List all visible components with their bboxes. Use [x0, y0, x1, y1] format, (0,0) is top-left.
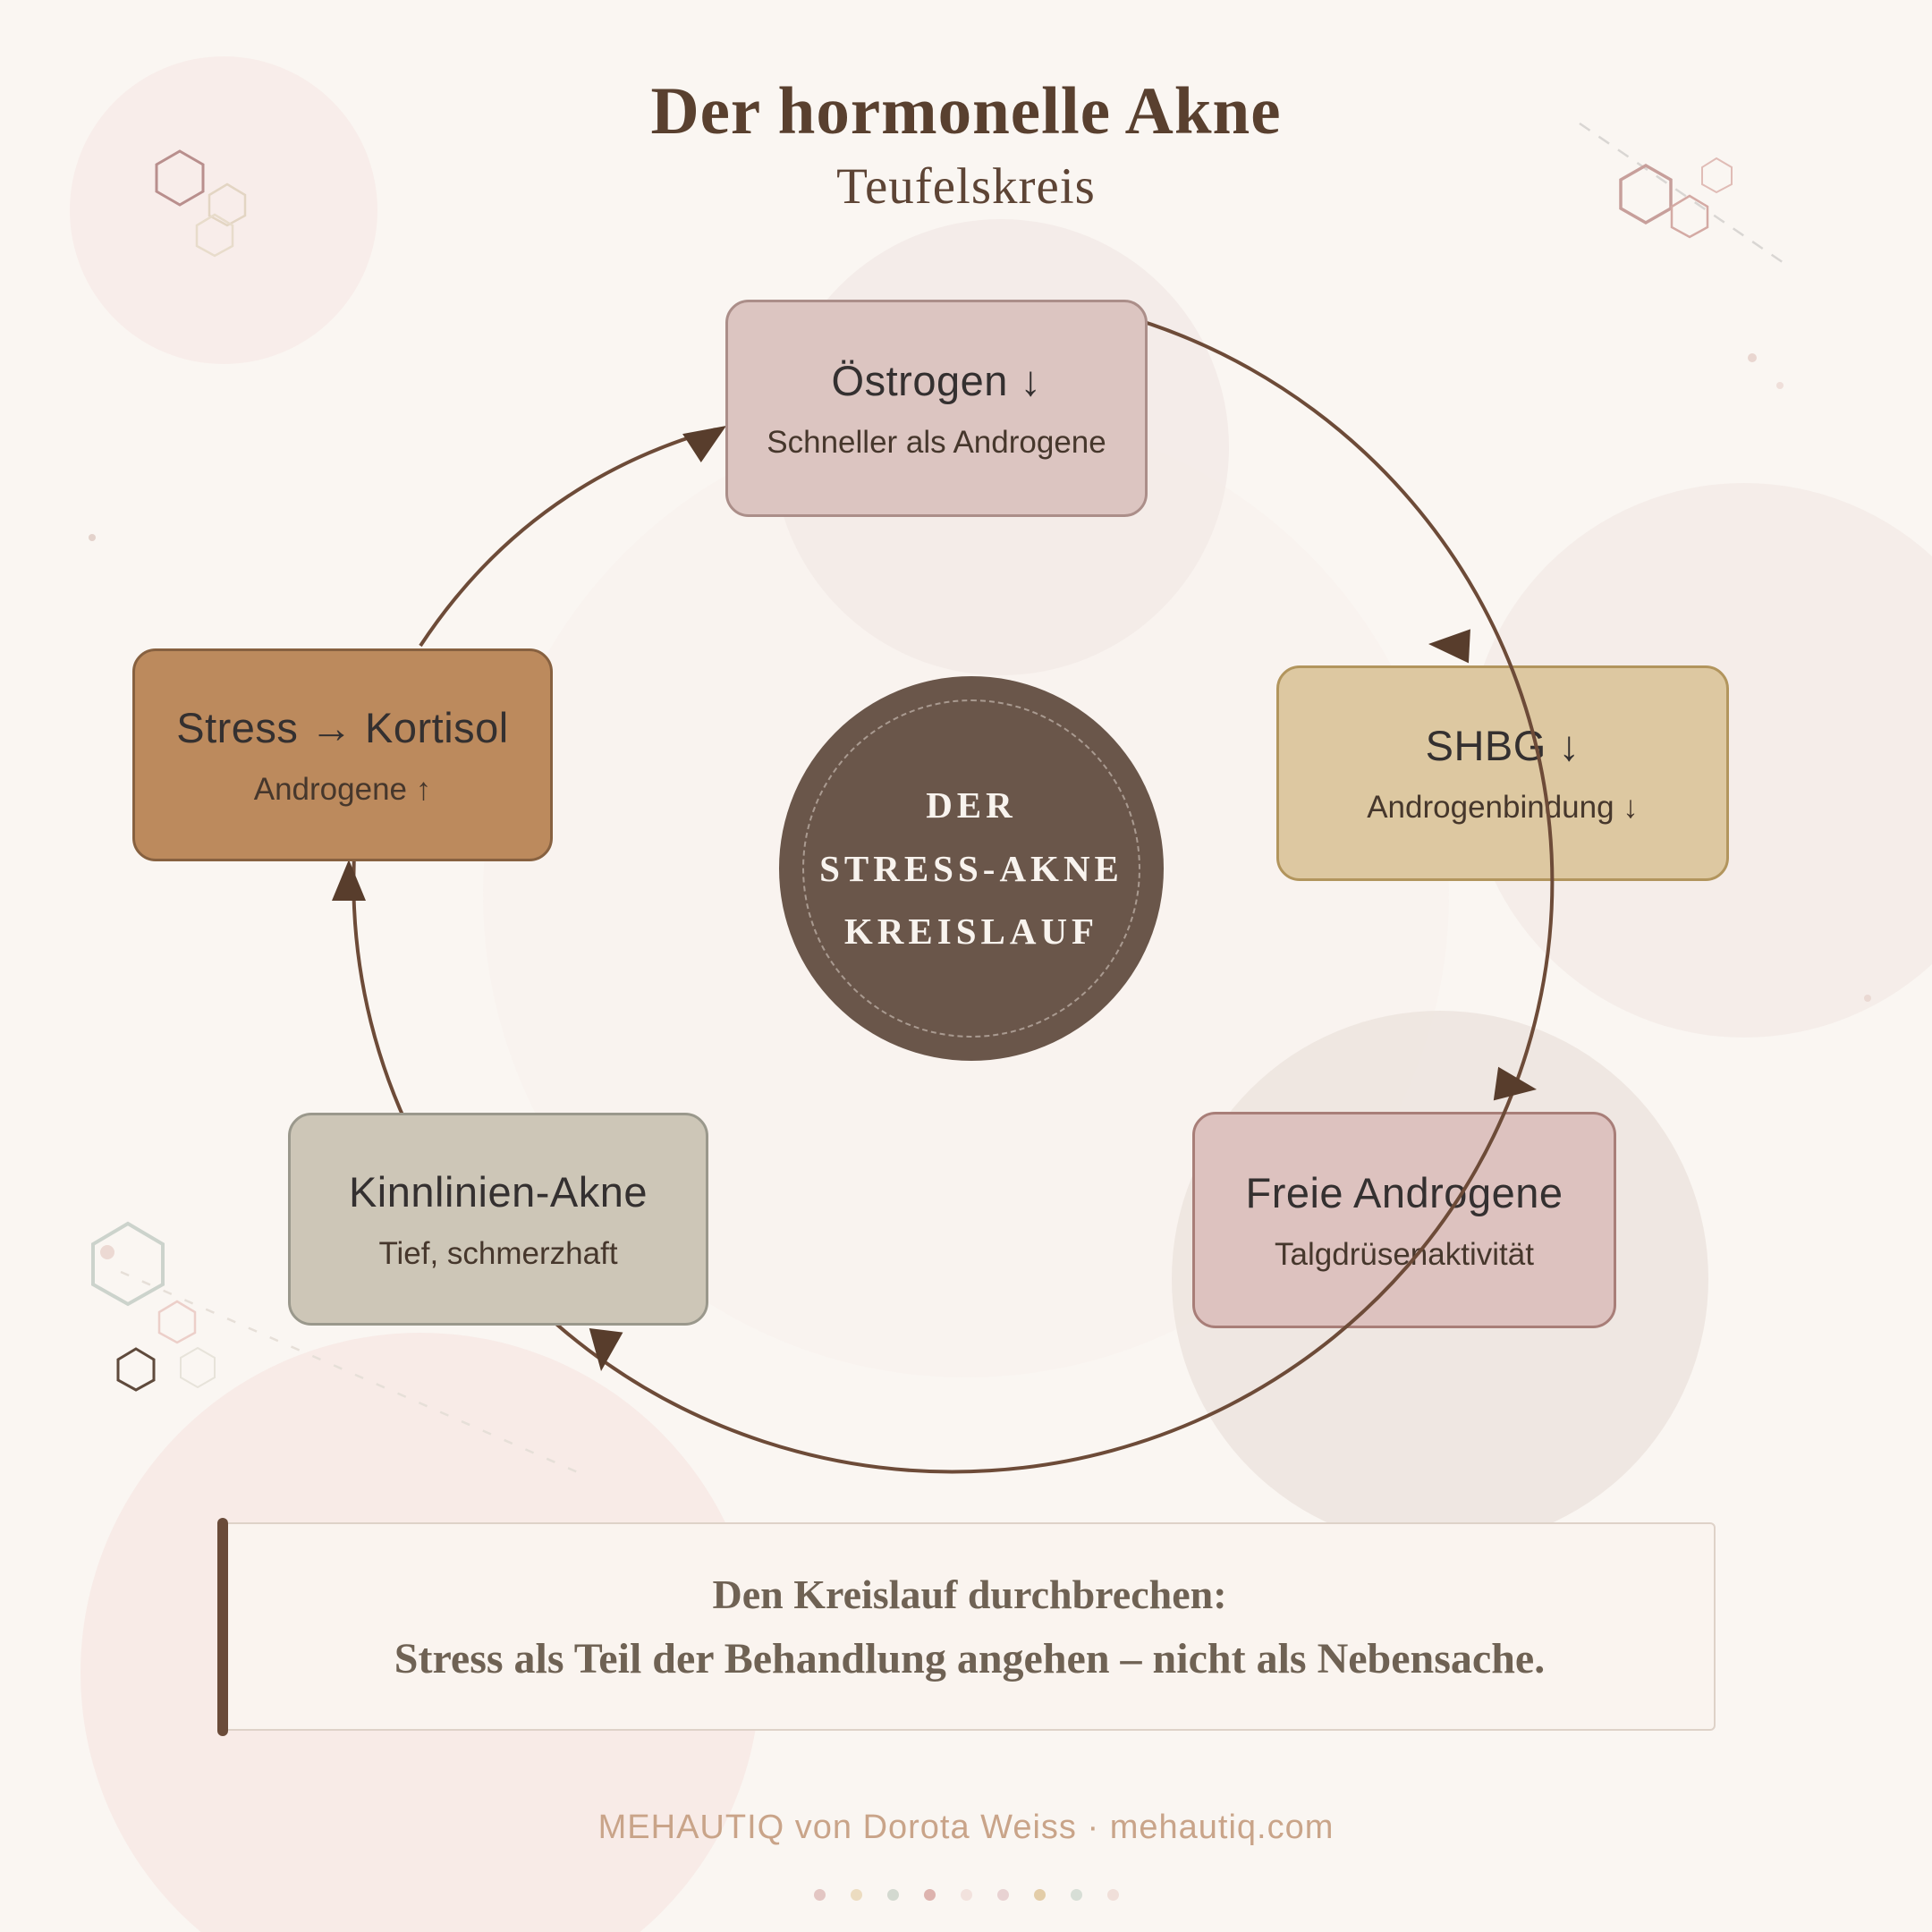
node-kinnlinien-akne — [288, 1113, 708, 1326]
dot — [887, 1889, 899, 1901]
center-line: DER — [926, 784, 1017, 826]
cycle-arc — [420, 429, 716, 646]
node-stress-kortisol — [132, 648, 553, 861]
dot — [997, 1889, 1009, 1901]
dot — [1107, 1889, 1119, 1901]
node-subtitle: Androgene ↑ — [253, 771, 432, 807]
page-subtitle: Teufelskreis — [836, 158, 1096, 216]
arrowhead-icon — [1494, 1067, 1539, 1106]
dot — [851, 1889, 862, 1901]
dot — [924, 1889, 936, 1901]
dot — [961, 1889, 972, 1901]
arrowhead-icon — [1428, 627, 1470, 663]
dot — [1071, 1889, 1082, 1901]
callout-line: Stress als Teil der Behandlung angehen – nicht als Nebensache. — [394, 1634, 1546, 1682]
node-subtitle: Schneller als Androgene — [767, 425, 1106, 460]
dot — [1034, 1889, 1046, 1901]
node-title: Stress → Kortisol — [176, 703, 509, 751]
node-title: Östrogen ↓ — [831, 357, 1042, 404]
callout-line: Den Kreislauf durchbrechen: — [712, 1571, 1227, 1617]
callout-box — [224, 1522, 1716, 1731]
center-line: STRESS-AKNE — [819, 847, 1123, 889]
page-title: Der hormonelle Akne — [650, 74, 1282, 148]
callout-accent-bar — [217, 1518, 228, 1736]
node-subtitle: Talgdrüsenaktivität — [1275, 1236, 1534, 1272]
footer-dots — [0, 1889, 1932, 1901]
node-title: Kinnlinien-Akne — [348, 1167, 648, 1216]
center-line: KREISLAUF — [843, 911, 1099, 953]
center-circle — [779, 676, 1164, 1061]
dot — [814, 1889, 826, 1901]
node-subtitle: Tief, schmerzhaft — [378, 1235, 618, 1271]
arrowhead-icon — [332, 860, 366, 901]
page-title-block — [0, 73, 1932, 216]
node-title: Freie Androgene — [1245, 1168, 1563, 1216]
node-subtitle: Androgenbindung ↓ — [1367, 790, 1639, 825]
node-oestrogen — [725, 300, 1148, 517]
node-title: SHBG ↓ — [1425, 722, 1580, 769]
footer-credit: MEHAUTIQ von Dorota Weiss · mehautiq.com — [597, 1809, 1335, 1846]
